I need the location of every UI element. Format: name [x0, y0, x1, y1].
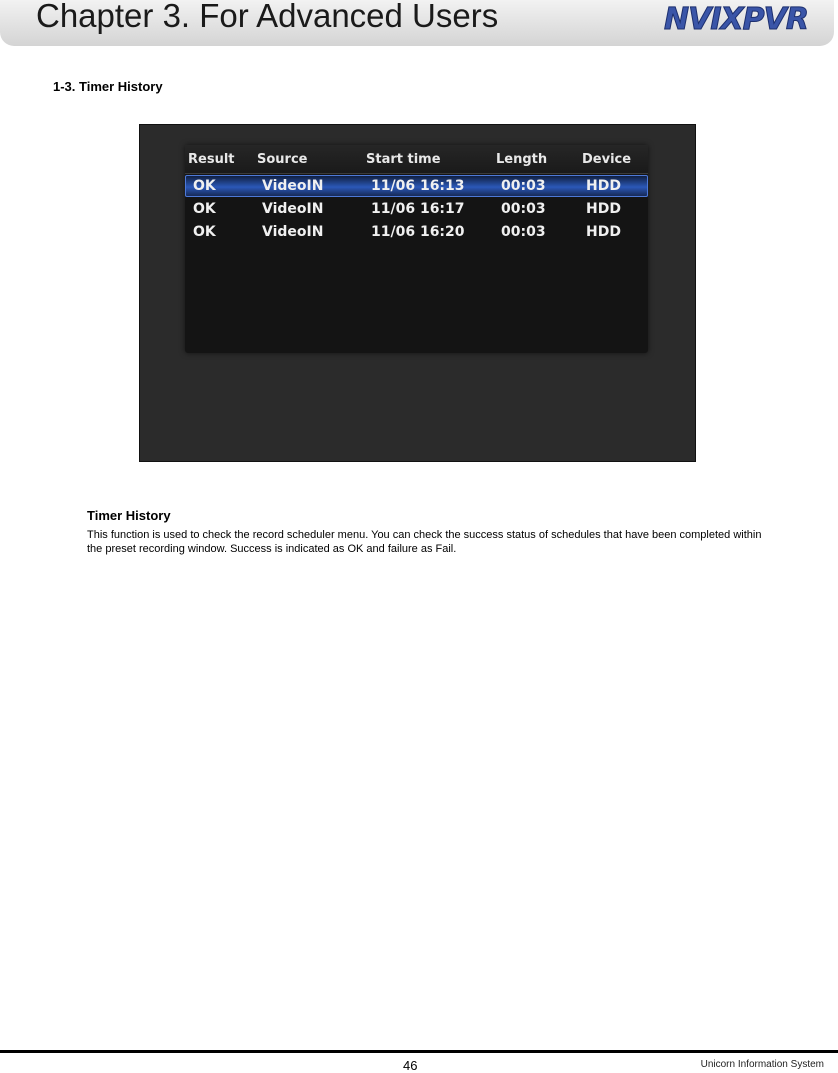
column-header-device: Device [582, 152, 632, 167]
description-block [87, 508, 777, 556]
timer-history-screenshot [139, 124, 696, 462]
cell-length: 00:03 [501, 224, 546, 240]
list-row[interactable] [185, 198, 648, 220]
column-header-result: Result [188, 152, 235, 167]
footer-divider [0, 1050, 838, 1053]
cell-source: VideoIN [262, 201, 324, 217]
list-row-selected[interactable] [185, 175, 648, 197]
description-body: This function is used to check the record scheduler menu. You can check the success status of schedules that have been completed within the preset recording window. Success is indicated as OK and failure as Fail. [87, 529, 762, 555]
description-heading: Timer History [87, 508, 171, 523]
page-number: 46 [403, 1058, 418, 1073]
timer-history-list [185, 145, 648, 353]
cell-result: OK [193, 224, 216, 240]
cell-start-time: 11/06 16:13 [371, 178, 465, 194]
cell-device: HDD [586, 224, 621, 240]
cell-result: OK [193, 201, 216, 217]
cell-start-time: 11/06 16:17 [371, 201, 465, 217]
cell-length: 00:03 [501, 201, 546, 217]
list-row[interactable] [185, 221, 648, 243]
column-header-source: Source [257, 152, 308, 167]
svg-text:NVIXPVR: NVIXPVR [664, 2, 808, 34]
cell-source: VideoIN [262, 178, 324, 194]
cell-device: HDD [586, 201, 621, 217]
cell-result: OK [193, 178, 216, 194]
section-heading: 1-3. Timer History [53, 79, 163, 94]
cell-start-time: 11/06 16:20 [371, 224, 465, 240]
column-header-start-time: Start time [366, 152, 441, 167]
footer-company-name: Unicorn Information System [700, 1059, 824, 1070]
column-header-length: Length [496, 152, 548, 167]
list-header [185, 145, 648, 174]
cell-length: 00:03 [501, 178, 546, 194]
nvixpvr-logo [664, 2, 818, 34]
cell-device: HDD [586, 178, 621, 194]
chapter-title: Chapter 3. For Advanced Users [36, 0, 499, 34]
cell-source: VideoIN [262, 224, 324, 240]
